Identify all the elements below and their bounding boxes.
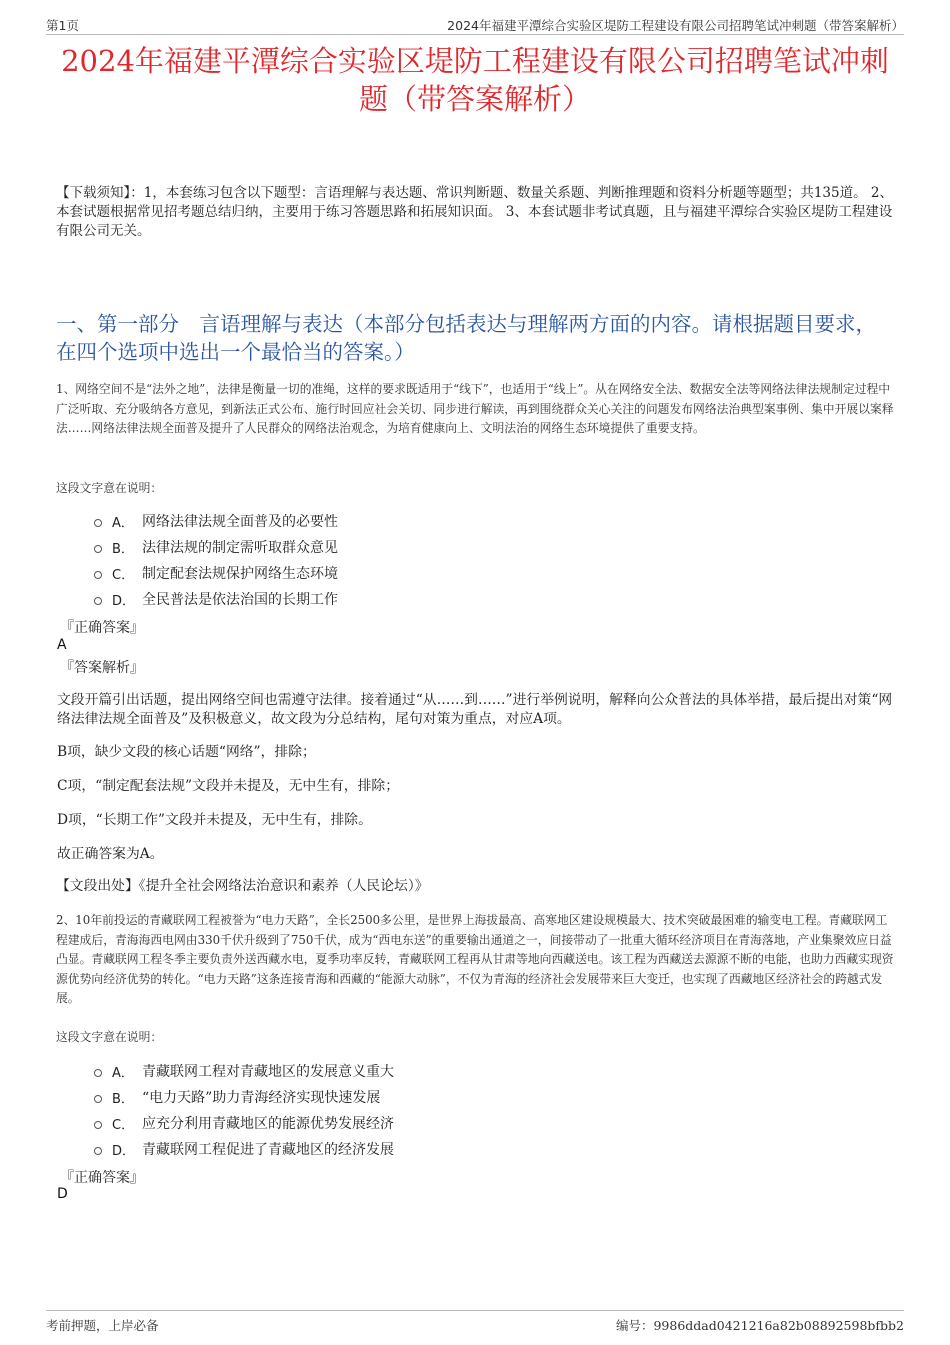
question-2-answer: D [57,1186,68,1202]
question-1-option-b[interactable]: B． 法律法规的制定需听取群众意见 [94,534,338,560]
section-heading: 一、第一部分 言语理解与表达（本部分包括表达与理解两方面的内容。请根据题目要求，在四个选项中选出一个最恰当的答案。） [56,312,876,364]
radio-icon[interactable] [94,1147,102,1155]
analysis-paragraph: D项，“长期工作”文段并未提及，无中生有，排除。 [57,812,372,828]
radio-icon[interactable] [94,597,102,605]
header-doc-title: 2024年福建平潭综合实验区堤防工程建设有限公司招聘笔试冲刺题（带答案解析） [447,18,904,33]
analysis-paragraph: 故正确答案为A。 [57,846,164,862]
option-label: 网络法律法规全面普及的必要性 [142,514,338,530]
footer-slogan: 考前押题，上岸必备 [46,1318,159,1333]
question-2-prompt: 这段文字意在说明： [56,1030,163,1044]
question-2-option-c[interactable]: C． 应充分利用青藏地区的能源优势发展经济 [94,1110,394,1136]
analysis-paragraph: B项，缺少文段的核心话题“网络”，排除； [57,744,316,760]
question-1-answer-label: 『正确答案』 [60,620,144,636]
question-1-option-a[interactable]: A． 网络法律法规全面普及的必要性 [94,508,338,534]
radio-icon[interactable] [94,519,102,527]
question-2-option-d[interactable]: D． 青藏联网工程促进了青藏地区的经济发展 [94,1136,394,1162]
question-1-analysis-label: 『答案解析』 [60,660,144,676]
question-1-prompt: 这段文字意在说明： [56,481,163,495]
question-2-answer-label: 『正确答案』 [60,1170,144,1186]
analysis-paragraph: C项，“制定配套法规”文段并未提及，无中生有，排除； [57,778,399,794]
question-1-answer: A [57,637,67,653]
option-label: 全民普法是依法治国的长期工作 [142,592,338,608]
question-1-option-d[interactable]: D． 全民普法是依法治国的长期工作 [94,586,338,612]
question-2-text: 2、10年前投运的青藏联网工程被誉为“电力天路”，全长2500多公里，是世界上海拔最高、高寒地区建设规模最大、技术突破最困难的输变电工程。青藏联网工程建成后，青海海西电网由330千伏升级到了750千伏，成为“西电东送”的重要输出通道之一，间接带动了一批重大循环经济项目在青海落地，产业集聚效应日益凸显。青藏联网工程冬季主要负责外送西藏水电，夏季功率反转，青藏联网工程再从甘肃等地向西藏送电。该工程为西藏送去源源不断的电能，也助力西藏实现资源优势向经济优势的转化。“电力天路”这条连接青海和西藏的“能源大动脉”，不仅为青海的经济社会发展带来巨大变迁，也实现了西藏地区经济社会的跨越式发展。 [56,913,894,1005]
question-1-text: 1、网络空间不是“法外之地”，法律是衡量一切的准绳，这样的要求既适用于“线下”，也适用于“线上”。从在网络安全法、数据安全法等网络法律法规制定过程中广泛听取、充分吸纳各方意见，到新法正式公布、施行时回应社会关切、同步进行解读，再到围绕群众关心关注的问题发布网络法治典型案事例、集中开展以案释法……网络法律法规全面普及提升了人民群众的网络法治观念，为培育健康向上、文明法治的网络生态环境提供了重要支持。 [56,382,894,435]
question-2-option-a[interactable]: A． 青藏联网工程对青藏地区的发展意义重大 [94,1058,394,1084]
radio-icon[interactable] [94,1095,102,1103]
page-header [46,14,904,35]
option-label: 青藏联网工程促进了青藏地区的经济发展 [142,1142,394,1158]
question-1-options [94,508,338,612]
question-1-source: 【文段出处】《提升全社会网络法治意识和素养（人民论坛）》 [56,878,429,894]
radio-icon[interactable] [94,1121,102,1129]
question-2-option-b[interactable]: B． “电力天路”助力青海经济实现快速发展 [94,1084,394,1110]
option-label: 制定配套法规保护网络生态环境 [142,566,338,582]
document-id: 编号：9986ddad0421216a82b08892598bfbb2 [615,1318,904,1333]
page-number: 第1页 [46,18,79,33]
question-1-option-c[interactable]: C． 制定配套法规保护网络生态环境 [94,560,338,586]
radio-icon[interactable] [94,571,102,579]
page-footer [46,1310,904,1335]
analysis-paragraph: 文段开篇引出话题，提出网络空间也需遵守法律。接着通过“从……到……”进行举例说明，解释向公众普法的具体举措，最后提出对策“网络法律法规全面普及”及积极意义，故文段为分总结构，尾句对策为重点，对应A项。 [57,692,893,727]
radio-icon[interactable] [94,1069,102,1077]
option-label: “电力天路”助力青海经济实现快速发展 [142,1090,381,1106]
option-label: 法律法规的制定需听取群众意见 [142,540,338,556]
option-label: 青藏联网工程对青藏地区的发展意义重大 [142,1064,394,1080]
radio-icon[interactable] [94,545,102,553]
download-notice: 【下载须知】：1，本套练习包含以下题型：言语理解与表达题、常识判断题、数量关系题、判断推理题和资料分析题等题型；共135道。 2、本套试题根据常见招考题总结归纳，主要用于练习答题思路和拓展知识面。 3、本套试题非考试真题，且与福建平潭综合实验区堤防工程建设有限公司无关。 [56,185,893,239]
option-label: 应充分利用青藏地区的能源优势发展经济 [142,1116,394,1132]
question-2-options [94,1058,394,1162]
page-title: 2024年福建平潭综合实验区堤防工程建设有限公司招聘笔试冲刺题（带答案解析） [61,44,889,116]
